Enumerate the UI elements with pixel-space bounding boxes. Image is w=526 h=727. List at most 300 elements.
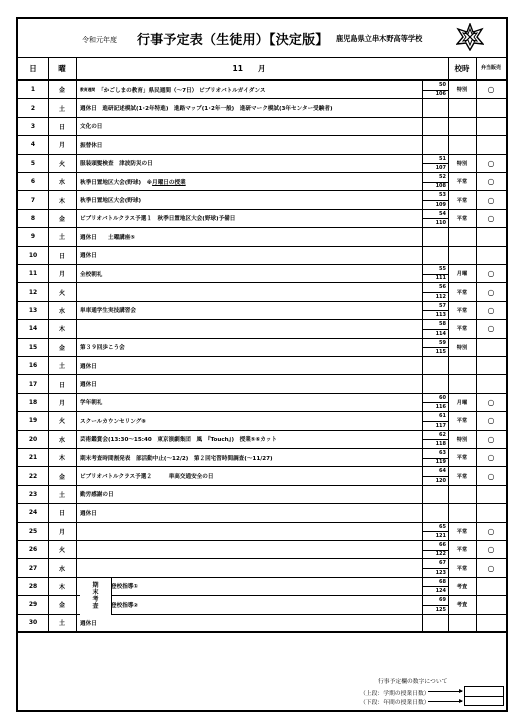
row-schedule-type: 平常 — [456, 307, 468, 314]
row-weekday: 水 — [58, 179, 65, 187]
row-weekday: 土 — [58, 363, 65, 371]
row-bento — [476, 339, 506, 356]
row-schedule-type: 特別 — [456, 344, 468, 351]
lesson-day-counts — [422, 136, 448, 153]
exam-label-char: 考 — [92, 596, 99, 604]
term-lesson-count: 59 — [439, 339, 446, 346]
row-schedule-type — [448, 486, 476, 503]
row-event — [80, 320, 416, 337]
row-weekday: 土 — [58, 234, 65, 242]
event-text: 登校指導② — [111, 602, 139, 609]
row-event — [80, 486, 416, 503]
table-row — [18, 504, 506, 522]
table-row — [18, 449, 506, 467]
lesson-day-counts — [422, 467, 448, 484]
column-schedule: 校時 — [454, 63, 470, 73]
event-text: 週休日 — [80, 620, 97, 627]
row-bento — [476, 99, 506, 116]
footer-note: 行事予定欄の数字について — [378, 679, 448, 685]
column-month: 11 月 — [232, 63, 266, 73]
row-weekday: 火 — [58, 547, 65, 555]
schedule-sheet — [16, 17, 508, 712]
row-schedule-type — [448, 247, 476, 264]
row-day: 28 — [28, 582, 38, 590]
row-schedule-type — [448, 357, 476, 374]
lesson-day-counts — [422, 596, 448, 613]
row-weekday: 日 — [58, 381, 65, 389]
table-row — [18, 99, 506, 117]
lesson-day-counts — [422, 578, 448, 595]
row-weekday: 月 — [58, 271, 65, 279]
table-row — [18, 431, 506, 449]
event-text: 勤労感謝の日 — [80, 492, 114, 499]
row-event — [80, 283, 416, 300]
row-event — [111, 578, 416, 595]
column-bento: 弁当販売 — [480, 65, 501, 71]
year-lesson-count: 109 — [435, 201, 446, 208]
event-text: 第３９回歩こう会 — [80, 345, 125, 352]
term-lesson-count: 69 — [439, 597, 446, 604]
page-header — [18, 19, 506, 58]
year-lesson-count: 125 — [435, 606, 446, 613]
row-event — [80, 136, 416, 153]
row-bento: ○ — [487, 324, 495, 334]
row-event — [80, 210, 416, 227]
row-weekday: 水 — [58, 307, 65, 315]
event-text: 振替休日 — [80, 142, 103, 149]
row-bento: ○ — [487, 453, 495, 463]
row-bento — [476, 357, 506, 374]
row-weekday: 水 — [58, 436, 65, 444]
table-row — [18, 265, 506, 283]
row-bento — [476, 578, 506, 595]
table-row — [18, 302, 506, 320]
table-row — [18, 155, 506, 173]
year-lesson-count: 115 — [435, 348, 446, 355]
lesson-day-counts — [422, 320, 448, 337]
term-lesson-count: 64 — [439, 468, 446, 475]
row-event — [80, 523, 416, 540]
row-weekday: 金 — [58, 602, 65, 610]
row-event — [80, 99, 416, 116]
row-bento — [476, 136, 506, 153]
table-row — [18, 486, 506, 504]
event-text: ビブリオバトルクラス予選２ 単高交通安全の日 — [80, 474, 214, 481]
row-weekday: 火 — [58, 289, 65, 297]
row-day: 1 — [30, 86, 36, 94]
lesson-day-counts — [422, 541, 448, 558]
row-bento — [476, 486, 506, 503]
event-text: 秋季日置地区大会(野球) — [80, 198, 142, 205]
lesson-day-counts — [422, 247, 448, 264]
lesson-day-counts — [422, 375, 448, 392]
row-schedule-type: 平常 — [456, 547, 468, 554]
row-schedule-type: 特別 — [456, 160, 468, 167]
row-event — [80, 118, 416, 135]
row-day: 9 — [30, 233, 36, 241]
row-bento — [476, 118, 506, 135]
table-row — [18, 81, 506, 99]
table-row — [18, 615, 506, 633]
row-day: 15 — [28, 343, 38, 351]
term-lesson-count: 62 — [439, 431, 446, 438]
row-schedule-type — [448, 136, 476, 153]
row-day: 21 — [28, 454, 38, 462]
event-text: 週休日 進研記述模試(1･2年特進) 進路マップ(1･2年一般) 進研マーク模試(3年センター受験者) — [80, 106, 333, 113]
table-row — [18, 228, 506, 246]
row-day: 25 — [28, 527, 38, 535]
footer-lower-note: （下段：年間の授業日数） — [360, 700, 430, 706]
row-weekday: 月 — [58, 528, 65, 536]
event-text: 登校指導① — [111, 584, 139, 591]
row-bento: ○ — [487, 434, 495, 444]
row-bento — [476, 228, 506, 245]
year-lesson-count: 122 — [435, 551, 446, 558]
row-weekday: 月 — [58, 399, 65, 407]
row-day: 6 — [30, 178, 36, 186]
table-row — [18, 191, 506, 209]
term-lesson-count: 66 — [439, 542, 446, 548]
event-tag: 教育週間 — [80, 86, 96, 92]
row-bento: ○ — [487, 195, 495, 205]
row-schedule-type: 考査 — [456, 583, 468, 590]
row-schedule-type: 平常 — [456, 215, 468, 222]
row-weekday: 土 — [58, 491, 65, 499]
event-text: 週休日 — [80, 510, 97, 517]
row-event — [80, 155, 416, 172]
row-bento — [476, 596, 506, 613]
lesson-day-counts — [422, 615, 448, 631]
event-text: 全校朝礼 — [80, 271, 103, 278]
event-text: スクールカウンセリング⑧ — [80, 418, 147, 425]
term-lesson-count: 56 — [439, 284, 446, 291]
event-text: ビブリオバトルクラス予選１ 秋季日置地区大会(野球)予備日 — [80, 216, 236, 223]
row-weekday: 日 — [58, 510, 65, 518]
exam-label-char: 期 — [92, 582, 99, 590]
year-lesson-count: 124 — [435, 588, 446, 595]
row-event — [80, 467, 416, 484]
term-lesson-count: 50 — [439, 82, 446, 88]
row-schedule-type — [448, 504, 476, 521]
event-text: 服装頭髪検査 津波防災の日 — [80, 161, 153, 168]
lesson-day-counts — [422, 173, 448, 190]
arrow-upper-icon — [428, 691, 462, 692]
exam-period-label — [80, 578, 111, 615]
term-lesson-count: 65 — [439, 523, 446, 530]
row-day: 11 — [28, 270, 38, 278]
event-text: 単車通学生実技講習会 — [80, 308, 136, 315]
lesson-day-counts — [422, 302, 448, 319]
row-event — [80, 541, 416, 558]
year-lesson-count: 123 — [435, 569, 446, 576]
table-row — [18, 541, 506, 559]
lesson-day-counts — [422, 412, 448, 429]
table-row — [18, 394, 506, 412]
event-text: 「かごしまの教育」県民週間（～7日） ビブリオバトルガイダンス — [98, 87, 266, 94]
row-day: 7 — [30, 196, 36, 204]
table-row — [18, 173, 506, 191]
schedule-rows — [18, 81, 506, 633]
row-day: 17 — [28, 380, 38, 388]
footer-notes — [18, 632, 506, 710]
row-event — [80, 357, 416, 374]
lesson-day-counts — [422, 191, 448, 208]
term-lesson-count: 52 — [439, 174, 446, 180]
row-day: 20 — [28, 435, 38, 443]
row-schedule-type: 月曜 — [456, 271, 468, 278]
lesson-day-counts — [422, 283, 448, 300]
row-schedule-type — [448, 375, 476, 392]
column-day: 日 — [29, 63, 37, 73]
year-lesson-count: 108 — [435, 183, 446, 190]
row-bento: ○ — [487, 471, 495, 481]
row-bento: ○ — [487, 213, 495, 223]
row-bento: ○ — [487, 287, 495, 297]
event-text: 文化の日 — [80, 124, 103, 131]
column-weekday: 曜 — [58, 63, 66, 73]
row-schedule-type: 平常 — [456, 528, 468, 535]
lesson-day-counts — [422, 504, 448, 521]
term-lesson-count: 57 — [439, 302, 446, 309]
row-day: 19 — [28, 417, 38, 425]
event-text: 週休日 — [80, 253, 97, 260]
year-lesson-count: 114 — [435, 330, 446, 337]
row-weekday: 土 — [58, 620, 65, 628]
row-weekday: 土 — [58, 105, 65, 113]
lesson-day-counts — [422, 431, 448, 448]
row-day: 2 — [30, 104, 36, 112]
row-event — [80, 173, 416, 190]
row-bento — [476, 247, 506, 264]
event-underlined-text: 月曜日の授業 — [152, 179, 186, 186]
row-bento: ○ — [487, 526, 495, 536]
exam-label-char: 査 — [92, 603, 99, 611]
row-bento: ○ — [487, 305, 495, 315]
row-day: 14 — [28, 325, 38, 333]
row-day: 22 — [28, 472, 38, 480]
row-bento: ○ — [487, 397, 495, 407]
row-weekday: 金 — [58, 87, 65, 95]
term-lesson-count: 58 — [439, 321, 446, 328]
year-lesson-count: 118 — [435, 440, 446, 447]
row-event — [80, 412, 416, 429]
row-day: 13 — [28, 306, 38, 314]
row-day: 8 — [30, 214, 36, 222]
row-schedule-type: 特別 — [456, 436, 468, 443]
row-day: 26 — [28, 546, 38, 554]
row-schedule-type — [448, 118, 476, 135]
row-event — [80, 265, 416, 282]
row-schedule-type — [448, 99, 476, 116]
row-schedule-type: 平常 — [456, 565, 468, 572]
row-day: 5 — [30, 159, 36, 167]
term-lesson-count: 68 — [439, 578, 446, 585]
event-text: 週休日 — [80, 382, 97, 389]
year-lesson-count: 107 — [435, 164, 446, 171]
row-day: 30 — [28, 619, 38, 627]
row-weekday: 木 — [58, 326, 65, 334]
event-text: 学年朝礼 — [80, 400, 103, 407]
row-day: 29 — [28, 601, 38, 609]
table-row — [18, 357, 506, 375]
year-lesson-count: 119 — [435, 459, 446, 466]
row-schedule-type: 平常 — [456, 326, 468, 333]
table-row — [18, 467, 506, 485]
table-row — [18, 118, 506, 136]
lesson-day-counts — [422, 228, 448, 245]
row-event — [80, 615, 416, 631]
row-weekday: 金 — [58, 473, 65, 481]
school-name: 鹿児島県立串木野高等学校 — [336, 34, 423, 43]
row-schedule-type — [448, 615, 476, 631]
row-day: 23 — [28, 490, 38, 498]
table-row — [18, 339, 506, 357]
row-weekday: 日 — [58, 252, 65, 260]
row-bento: ○ — [487, 416, 495, 426]
year-lesson-count: 106 — [435, 91, 446, 98]
row-event — [80, 191, 416, 208]
year-lesson-count: 112 — [435, 293, 446, 300]
row-weekday: 日 — [58, 123, 65, 131]
row-weekday: 金 — [58, 344, 65, 352]
term-lesson-count: 60 — [439, 394, 446, 401]
row-event — [80, 394, 416, 411]
term-lesson-count: 51 — [439, 155, 446, 162]
year-lesson-count: 120 — [435, 477, 446, 484]
lesson-day-counts — [422, 81, 448, 98]
term-lesson-count: 61 — [439, 413, 446, 420]
row-event — [80, 431, 416, 448]
row-day: 3 — [30, 122, 36, 130]
row-schedule-type: 平常 — [456, 473, 468, 480]
row-schedule-type: 考査 — [456, 602, 468, 609]
table-row — [18, 375, 506, 393]
row-schedule-type — [448, 228, 476, 245]
row-day: 4 — [30, 141, 36, 149]
row-weekday: 木 — [58, 197, 65, 205]
row-day: 24 — [28, 509, 38, 517]
row-weekday: 火 — [58, 418, 65, 426]
term-lesson-count: 55 — [439, 266, 446, 272]
lesson-day-counts — [422, 210, 448, 227]
lesson-day-counts — [422, 265, 448, 282]
lesson-day-counts — [422, 339, 448, 356]
exam-label-char: 末 — [92, 589, 99, 597]
year-lesson-count: 113 — [435, 312, 446, 319]
event-text: 期末考査時間割発表 部活動中止(～12/2) 第２回宅習時間調査(～11/27) — [80, 455, 273, 462]
row-event — [80, 228, 416, 245]
event-text: 秋季日置地区大会(野球) ※ — [80, 179, 153, 186]
row-day: 18 — [28, 398, 38, 406]
row-event — [80, 302, 416, 319]
event-text: 週休日 — [80, 363, 97, 370]
table-row — [18, 559, 506, 577]
row-event — [80, 339, 416, 356]
row-schedule-type: 平常 — [456, 289, 468, 296]
row-day: 27 — [28, 564, 38, 572]
row-bento: ○ — [487, 177, 495, 187]
year-lesson-count: 111 — [435, 275, 446, 282]
page-title: 行事予定表（生徒用）【決定版】 — [137, 33, 329, 48]
row-event — [111, 596, 416, 613]
year-lesson-count: 110 — [435, 220, 446, 227]
event-text: 芸術鑑賞会(13:30～15:40 東京演劇集団 風 『Touch』) 授業⑤⑥カット — [80, 437, 277, 444]
row-weekday: 水 — [58, 565, 65, 573]
row-bento — [476, 504, 506, 521]
row-bento — [476, 375, 506, 392]
row-bento: ○ — [487, 85, 495, 95]
school-emblem-icon — [456, 23, 484, 51]
row-weekday: 木 — [58, 583, 65, 591]
row-weekday: 火 — [58, 160, 65, 168]
event-text: 週休日 土曜講座⑤ — [80, 234, 136, 241]
lesson-day-counts — [422, 155, 448, 172]
arrow-lower-icon — [428, 701, 462, 702]
row-schedule-type: 平常 — [456, 179, 468, 186]
term-lesson-count: 67 — [439, 560, 446, 567]
table-row — [18, 320, 506, 338]
row-event — [80, 559, 416, 576]
row-bento: ○ — [487, 158, 495, 168]
row-event — [80, 247, 416, 264]
legend-box — [464, 686, 504, 706]
row-day: 16 — [28, 362, 38, 370]
table-row — [18, 283, 506, 301]
year-lesson-count: 116 — [435, 404, 446, 411]
row-event — [80, 375, 416, 392]
row-event — [80, 504, 416, 521]
row-weekday: 木 — [58, 455, 65, 463]
table-row — [18, 210, 506, 228]
table-row — [18, 247, 506, 265]
row-schedule-type: 平常 — [456, 418, 468, 425]
lesson-day-counts — [422, 394, 448, 411]
row-weekday: 月 — [58, 142, 65, 150]
term-lesson-count: 63 — [439, 450, 446, 456]
row-schedule-type: 平常 — [456, 455, 468, 462]
lesson-day-counts — [422, 523, 448, 540]
row-schedule-type: 特別 — [456, 87, 468, 94]
table-row — [18, 136, 506, 154]
year-lesson-count: 121 — [435, 532, 446, 539]
era-label: 令和元年度 — [82, 36, 117, 44]
row-event — [80, 81, 416, 98]
footer-upper-note: （上段：学期の授業日数） — [360, 691, 430, 697]
table-row — [18, 412, 506, 430]
row-bento: ○ — [487, 563, 495, 573]
term-lesson-count: 53 — [439, 192, 446, 199]
lesson-day-counts — [422, 118, 448, 135]
row-bento: ○ — [487, 269, 495, 279]
row-bento: ○ — [487, 545, 495, 555]
lesson-day-counts — [422, 559, 448, 576]
column-header — [18, 57, 506, 81]
row-schedule-type: 月曜 — [456, 399, 468, 406]
table-row — [18, 523, 506, 541]
lesson-day-counts — [422, 486, 448, 503]
row-event — [80, 449, 416, 466]
row-schedule-type: 平常 — [456, 197, 468, 204]
row-day: 10 — [28, 251, 38, 259]
row-day: 12 — [28, 288, 38, 296]
lesson-day-counts — [422, 357, 448, 374]
row-weekday: 金 — [58, 215, 65, 223]
year-lesson-count: 117 — [435, 422, 446, 429]
row-bento — [476, 615, 506, 631]
lesson-day-counts — [422, 99, 448, 116]
lesson-day-counts — [422, 449, 448, 466]
term-lesson-count: 54 — [439, 210, 446, 217]
